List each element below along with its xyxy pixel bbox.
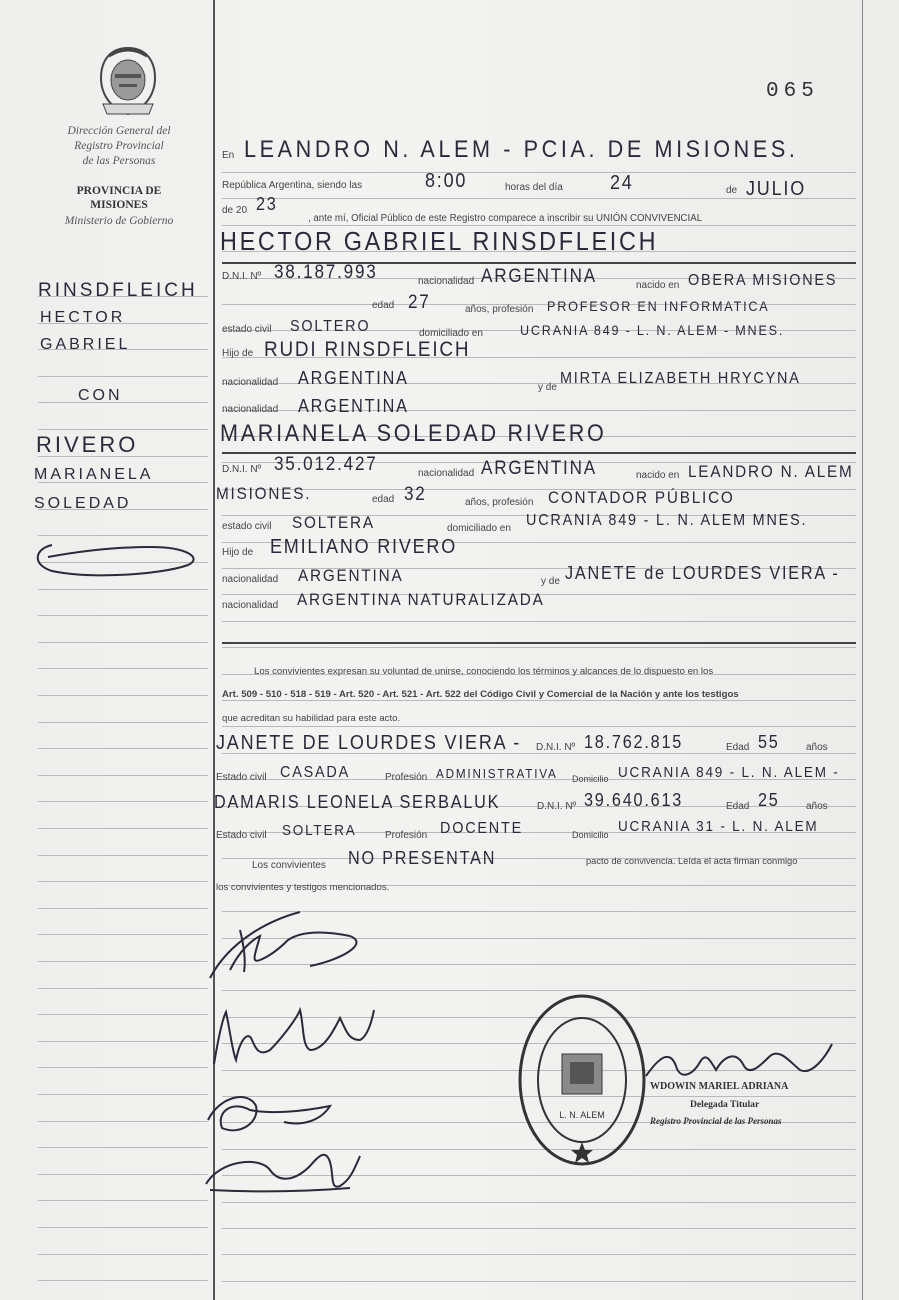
ruled-line-left xyxy=(38,748,208,749)
p2-domicilio: UCRANIA 849 - L. N. ALEM MNES. xyxy=(526,512,808,529)
ruled-line-right xyxy=(222,1228,856,1229)
month-value: JULIO xyxy=(746,178,807,200)
p2-nacionalidad: ARGENTINA xyxy=(481,458,597,479)
w2-profesion: DOCENTE xyxy=(440,820,524,837)
p2-padre: EMILIANO RIVERO xyxy=(270,536,458,558)
p1-hijo-label: Hijo de xyxy=(222,348,254,359)
ministry: Ministerio de Gobierno xyxy=(64,215,174,227)
p1-anos-profesion-label: años, profesión xyxy=(465,304,534,315)
p2-dni-label: D.N.I. Nº xyxy=(222,464,262,475)
closing-text-line1: pacto de convivencia. Leída el acta firman conmigo xyxy=(586,856,798,866)
p1-domicilio: UCRANIA 849 - L. N. ALEM - MNES. xyxy=(520,322,785,338)
p2-estado-civil: SOLTERA xyxy=(292,513,375,532)
ruled-line-left xyxy=(38,1041,208,1042)
province-line1: PROVINCIA DE xyxy=(76,185,162,197)
p1-dni: 38.187.993 xyxy=(274,262,378,283)
p2-anos-profesion-label: años, profesión xyxy=(465,497,534,508)
margin-p2-name2: SOLEDAD xyxy=(34,495,132,512)
ruled-line-right xyxy=(222,1202,856,1203)
p2-full-name: MARIANELA SOLEDAD RIVERO xyxy=(220,420,607,447)
horas-label: horas del día xyxy=(505,182,563,193)
ruled-line-left xyxy=(38,1094,208,1095)
ruled-line-left xyxy=(38,615,208,616)
intro-statement: , ante mí, Oficial Público de este Registro comparece a inscribir su UNIÓN CONVIVENCIAL xyxy=(308,213,703,224)
p1-dni-label: D.N.I. Nº xyxy=(222,271,262,282)
ruled-line-left xyxy=(38,1067,208,1068)
w1-domicilio: UCRANIA 849 - L. N. ALEM - xyxy=(618,764,840,781)
official-office: Registro Provincial de las Personas xyxy=(650,1116,782,1126)
day-value: 24 xyxy=(610,172,634,194)
de-year-label: de 20 xyxy=(222,205,248,216)
republica-label: República Argentina, siendo las xyxy=(222,180,363,191)
official-seal-icon xyxy=(516,992,648,1168)
ruled-line-left xyxy=(38,722,208,723)
margin-connector: CON xyxy=(78,387,123,404)
p2-edad-label: edad xyxy=(372,494,395,505)
ruled-line-right xyxy=(222,726,856,727)
separator-declaration xyxy=(222,642,856,644)
place-value: LEANDRO N. ALEM - PCIA. DE MISIONES. xyxy=(244,136,799,163)
p1-padre-nac-label: nacionalidad xyxy=(222,377,279,388)
declaration-line3: que acreditan su habilidad para este acto. xyxy=(222,713,401,724)
p1-full-name: HECTOR GABRIEL RINSDFLEICH xyxy=(220,226,659,256)
declaration-line1: Los convivientes expresan su voluntad de unirse, conociendo los términos y alcances de lo dispuesto en los xyxy=(254,666,714,677)
closing-label: Los convivientes xyxy=(252,860,326,871)
margin-p2-name1: MARIANELA xyxy=(34,466,154,483)
p2-madre-nac-label: nacionalidad xyxy=(222,600,279,611)
w2-profesion-label: Profesión xyxy=(385,830,428,841)
ruled-line-right xyxy=(222,1254,856,1255)
p2-nacido-en: LEANDRO N. ALEM xyxy=(688,462,854,481)
p2-madre-nac: ARGENTINA NATURALIZADA xyxy=(297,590,545,609)
ruled-line-left xyxy=(38,855,208,856)
w1-estado-civil-label: Estado civil xyxy=(216,772,267,783)
p1-edad: 27 xyxy=(408,292,431,313)
p1-y-de-label: y de xyxy=(538,382,557,393)
margin-p2-surname: RIVERO xyxy=(36,432,139,457)
p1-nacionalidad-label: nacionalidad xyxy=(418,276,475,287)
closing-text-line2: los convivientes y testigos mencionados. xyxy=(216,882,390,893)
signature-party2 xyxy=(214,1010,374,1064)
seal-center-text: L. N. ALEM xyxy=(559,1110,605,1120)
p2-y-de-label: y de xyxy=(541,576,560,587)
p2-padre-nac-label: nacionalidad xyxy=(222,574,279,585)
ruled-line-left xyxy=(38,589,208,590)
p1-edad-label: edad xyxy=(372,300,395,311)
ruled-line-left xyxy=(38,376,208,377)
declaration-line2: Art. 509 - 510 - 518 - 519 - Art. 520 - Art. 521 - Art. 522 del Código Civil y Comercial de la Nación y ante los testigos xyxy=(222,689,739,700)
w2-estado-civil-label: Estado civil xyxy=(216,830,267,841)
office-line1: Dirección General del xyxy=(67,125,171,137)
ruled-line-left xyxy=(38,1280,208,1281)
w2-anos-label: años xyxy=(806,801,828,812)
folio-number: 065 xyxy=(766,80,819,103)
ruled-line-left xyxy=(38,402,208,403)
en-label: En xyxy=(222,150,235,161)
p1-padre: RUDI RINSDFLEICH xyxy=(264,338,471,361)
p1-profesion: PROFESOR EN INFORMATICA xyxy=(547,298,770,314)
ruled-line-left xyxy=(38,1200,208,1201)
p1-domiciliado-label: domiciliado en xyxy=(419,328,483,339)
w2-dni: 39.640.613 xyxy=(584,790,684,810)
p1-estado-civil-label: estado civil xyxy=(222,324,272,335)
office-line2: Registro Provincial xyxy=(74,140,164,152)
ruled-line-right xyxy=(222,1281,856,1282)
year-suffix: 23 xyxy=(256,194,278,214)
ruled-line-left xyxy=(38,1121,208,1122)
ruled-line-right xyxy=(222,489,856,490)
provincial-crest-icon xyxy=(95,44,161,118)
ruled-line-left xyxy=(38,1227,208,1228)
p1-nacido-label: nacido en xyxy=(636,280,680,291)
p1-estado-civil: SOLTERO xyxy=(290,318,371,335)
closing-value: NO PRESENTAN xyxy=(348,848,497,868)
ruled-line-left xyxy=(38,934,208,935)
w2-edad: 25 xyxy=(758,790,780,810)
w2-dni-label: D.N.I. Nº xyxy=(537,801,577,812)
ruled-line-left xyxy=(38,1014,208,1015)
office-line3: de las Personas xyxy=(82,155,156,167)
margin-p1-name2: GABRIEL xyxy=(40,336,131,353)
w2-estado-civil: SOLTERA xyxy=(282,822,357,839)
official-title: Delegada Titular xyxy=(690,1099,760,1110)
ruled-line-right xyxy=(222,647,856,648)
w1-domicilio-label: Domicilio xyxy=(572,774,609,784)
w1-edad: 55 xyxy=(758,732,780,752)
w1-name: JANETE DE LOURDES VIERA - xyxy=(216,732,522,754)
w2-domicilio-label: Domicilio xyxy=(572,830,609,840)
p2-hijo-label: Hijo de xyxy=(222,547,254,558)
ruled-line-right xyxy=(222,700,856,701)
w1-profesion: ADMINISTRATIVA xyxy=(436,766,558,781)
ruled-line-left xyxy=(38,801,208,802)
p2-estado-civil-label: estado civil xyxy=(222,521,272,532)
w2-name: DAMARIS LEONELA SERBALUK xyxy=(214,792,501,812)
w1-profesion-label: Profesión xyxy=(385,772,428,783)
ruled-line-left xyxy=(38,429,208,430)
signature-witness1 xyxy=(208,1097,330,1130)
p2-madre: JANETE de LOURDES VIERA - xyxy=(565,563,840,583)
ruled-line-right xyxy=(222,172,856,173)
time-value: 8:00 xyxy=(425,170,468,192)
p2-profesion: CONTADOR PÚBLICO xyxy=(548,488,735,507)
signature-witness2 xyxy=(206,1155,360,1192)
right-rule xyxy=(862,0,863,1300)
ruled-line-left xyxy=(38,961,208,962)
p2-edad: 32 xyxy=(404,484,427,505)
signatures-block xyxy=(200,900,380,1200)
p2-dni: 35.012.427 xyxy=(274,454,378,475)
p2-nacido-en-cont: MISIONES. xyxy=(216,484,312,503)
w1-edad-label: Edad xyxy=(726,742,750,753)
p1-nacido-en: OBERA MISIONES xyxy=(688,272,838,289)
w1-dni: 18.762.815 xyxy=(584,732,684,752)
w1-estado-civil: CASADA xyxy=(280,764,351,781)
official-name: WDOWIN MARIEL ADRIANA xyxy=(650,1081,789,1092)
p1-madre-nac-label: nacionalidad xyxy=(222,404,279,415)
w2-edad-label: Edad xyxy=(726,801,750,812)
p1-madre-nac: ARGENTINA xyxy=(298,396,409,416)
p1-padre-nac: ARGENTINA xyxy=(298,368,409,388)
ruled-line-left xyxy=(38,828,208,829)
ruled-line-left xyxy=(38,775,208,776)
province-line2: MISIONES xyxy=(90,199,148,211)
ruled-line-left xyxy=(38,668,208,669)
p2-domiciliado-label: domiciliado en xyxy=(447,523,511,534)
ruled-line-left xyxy=(38,1254,208,1255)
margin-cancel-scribble xyxy=(30,535,200,579)
ruled-line-left xyxy=(38,1147,208,1148)
p1-nacionalidad: ARGENTINA xyxy=(481,266,597,287)
margin-p1-name1: HECTOR xyxy=(40,309,126,326)
w2-domicilio: UCRANIA 31 - L. N. ALEM xyxy=(618,818,819,835)
de-label: de xyxy=(726,185,738,196)
ruled-line-left xyxy=(38,881,208,882)
ruled-line-right xyxy=(222,621,856,622)
ruled-line-left xyxy=(38,1174,208,1175)
p2-nacido-label: nacido en xyxy=(636,470,680,481)
w1-anos-label: años xyxy=(806,742,828,753)
p1-madre: MIRTA ELIZABETH HRYCYNA xyxy=(560,370,801,387)
ruled-line-left xyxy=(38,642,208,643)
signature-party1 xyxy=(210,912,356,978)
ruled-line-left xyxy=(38,908,208,909)
p2-padre-nac: ARGENTINA xyxy=(298,566,404,585)
ruled-line-left xyxy=(38,695,208,696)
w1-dni-label: D.N.I. Nº xyxy=(536,742,576,753)
ruled-line-left xyxy=(38,988,208,989)
p2-nacionalidad-label: nacionalidad xyxy=(418,468,475,479)
margin-p1-surname: RINSDFLEICH xyxy=(38,280,198,301)
